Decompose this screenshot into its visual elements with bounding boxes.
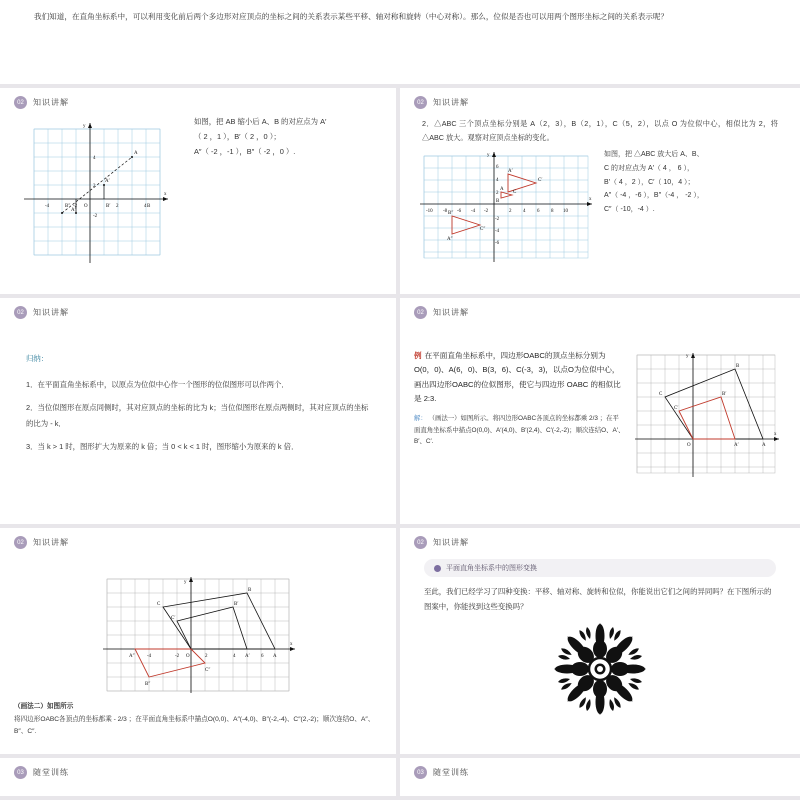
svg-text:4: 4 (93, 156, 96, 161)
slide-practice-2 (400, 758, 800, 800)
svg-text:A: A (762, 443, 766, 448)
svg-text:-8: -8 (443, 209, 448, 215)
header-title: 知识讲解 (433, 538, 469, 547)
slide-header (400, 298, 800, 319)
header-title: 知识讲解 (433, 308, 469, 317)
svg-text:A′: A′ (734, 443, 739, 448)
slide-header (400, 528, 800, 549)
figure-coordinate-plane-4 (0, 549, 396, 695)
svg-text:10: 10 (563, 209, 568, 215)
slide-header (0, 298, 396, 319)
header-title: 知识讲解 (33, 98, 69, 107)
slide-transformations (400, 528, 800, 758)
svg-text:O: O (84, 204, 88, 209)
answer-line: A″（ -4 ，-6 ），B″（-4 ， -2 ）， (604, 192, 704, 200)
svg-text:A′: A′ (508, 169, 513, 175)
header-badge: 02 (14, 536, 27, 549)
svg-text:A″: A″ (129, 654, 135, 659)
solution-text: （画法一）如图所示。将四边形OABC各顶点的坐标都乘 2/3 ；在平面直角坐标系中描点O(0,0)、A′(4,0)、B′(2,4)、C′(-2,-2)；顺次连结O、A′、B′、C′. (414, 414, 625, 446)
svg-text:-10: -10 (426, 209, 433, 215)
header-title: 随堂训练 (33, 768, 69, 777)
summary-item: 1．在平面直角坐标系中，以原点为位似中心作一个图形的位似图形可以作两个． (26, 379, 289, 389)
svg-text:y: y (487, 153, 490, 159)
solution-label: 解： (414, 414, 427, 422)
slide-summary (0, 298, 400, 528)
text-line: （ 2 ，1 ），B′（ 2 ，0 ）； (194, 131, 281, 141)
header-badge: 02 (14, 306, 27, 319)
svg-text:A: A (273, 654, 277, 659)
svg-text:y: y (184, 580, 187, 585)
example-marker: 例 (414, 351, 422, 360)
svg-text:y: y (686, 354, 689, 359)
svg-text:x: x (290, 642, 293, 647)
header-badge: 02 (414, 536, 427, 549)
svg-text:-4: -4 (495, 229, 500, 235)
svg-text:x: x (164, 192, 167, 197)
figure-coordinate-plane-2 (416, 148, 596, 266)
slide-header (400, 758, 800, 779)
svg-text:-2: -2 (175, 654, 180, 659)
svg-text:x: x (589, 197, 592, 203)
svg-text:B: B (147, 204, 151, 209)
method-two-note (0, 695, 396, 739)
summary-item: 2．当位似图形在原点同侧时，其对应顶点的坐标的比为 k；当位似图形在原点两侧时，其对应顶点的坐标的比为 - k． (26, 403, 369, 428)
slide-example (400, 298, 800, 528)
svg-text:B″: B″ (65, 204, 71, 209)
header-title: 知识讲解 (33, 308, 69, 317)
svg-text:B′: B′ (234, 602, 239, 607)
svg-text:x: x (774, 432, 777, 437)
svg-text:6: 6 (261, 654, 264, 659)
slide-knowledge-1 (0, 88, 400, 298)
slide-header (0, 528, 396, 549)
header-title: 知识讲解 (433, 98, 469, 107)
answer-line: C″（ -10，-4 ）. (604, 205, 655, 213)
question-text-2: 2．△ABC 三个顶点坐标分别是 A（2，3），B（2，1），C（5，2），以点 O 为位似中心，相似比为 2，将 △ABC 放大。观察对应顶点坐标的变化。 (422, 119, 778, 142)
svg-text:6: 6 (537, 209, 540, 215)
svg-text:4: 4 (233, 654, 236, 659)
svg-text:A: A (500, 187, 504, 193)
svg-text:-4: -4 (45, 204, 50, 209)
svg-text:8: 8 (551, 209, 554, 215)
example-statement (414, 349, 625, 407)
svg-text:C′: C′ (538, 178, 543, 184)
svg-text:C″: C″ (205, 668, 211, 673)
svg-text:4: 4 (496, 178, 499, 184)
pill-label: 平面直角坐标系中的图形变换 (446, 565, 537, 572)
svg-text:-4: -4 (147, 654, 152, 659)
svg-text:C: C (513, 190, 517, 196)
summary-item: 3．当 k > 1 时，图形扩大为原来的 k 倍；当 0 < k < 1 时，图形缩小为原来的 k 倍． (26, 442, 299, 452)
svg-text:B″: B″ (145, 682, 151, 687)
svg-text:B: B (736, 364, 740, 369)
svg-text:4: 4 (144, 204, 147, 209)
svg-text:A″: A″ (71, 208, 77, 213)
svg-text:B′: B′ (106, 204, 111, 209)
summary-lead: 归纳： (26, 354, 49, 363)
svg-text:4: 4 (523, 209, 526, 215)
header-badge: 02 (414, 306, 427, 319)
svg-text:O: O (186, 654, 190, 659)
header-badge: 02 (14, 96, 27, 109)
pill-dot-icon (434, 565, 441, 572)
svg-text:2: 2 (205, 654, 208, 659)
svg-text:-4: -4 (471, 209, 476, 215)
svg-text:y: y (83, 124, 86, 129)
example-text: 在平面直角坐标系中，四边形OABC的顶点坐标分别为O(0，0)、A(6，0)、B(3，6)、C(-3，3)，以点O为位似中心，画出四边形OABC的位似图形，使它与四边形 OABC 的相似比是 2:3. (414, 351, 621, 404)
svg-text:B′: B′ (722, 392, 727, 397)
svg-text:B: B (248, 588, 252, 593)
section-pill (424, 559, 776, 577)
svg-text:-2: -2 (73, 204, 78, 209)
slide-method-two (0, 528, 400, 758)
svg-text:2: 2 (116, 204, 119, 209)
answer-line: C 的对应点为 A′（ 4 ， 6 ）， (604, 164, 694, 172)
svg-text:A′: A′ (105, 179, 110, 184)
header-badge: 03 (14, 766, 27, 779)
svg-text:A″: A″ (447, 237, 453, 243)
summary-list (0, 319, 396, 455)
header-title: 随堂训练 (433, 768, 469, 777)
explanation-text-1 (194, 115, 380, 265)
solution-block (414, 413, 625, 449)
svg-text:C′: C′ (171, 616, 176, 621)
answer-line: B′（ 4 ，2 ），C′（ 10，4 ）； (604, 178, 695, 186)
mandala-pattern-icon (525, 619, 675, 719)
answer-text-2 (604, 148, 784, 266)
slide-header (0, 758, 396, 779)
method-two-text: 将四边形OABC各顶点的坐标都乘 - 2/3 ；在平面直角坐标系中描点O(0,0)、A″(-4,0)、B″(-2,-4)、C″(2,-2)；顺次连结O、A″、B″、C″. (14, 715, 375, 736)
svg-text:-2: -2 (93, 214, 98, 219)
svg-text:2: 2 (93, 184, 96, 189)
svg-text:B: B (496, 199, 500, 205)
slide-header (400, 88, 800, 109)
answer-line: 如图，把 △ABC 放大后 A、B、 (604, 151, 704, 159)
slide-intro (0, 0, 800, 88)
svg-text:A: A (134, 151, 138, 156)
slide-header (0, 88, 396, 109)
svg-text:C: C (157, 602, 161, 607)
figure-coordinate-plane-3 (631, 349, 786, 479)
svg-text:O: O (687, 443, 691, 448)
text-line: 如图，把 AB 缩小后 A、B 的对应点为 A′ (194, 117, 327, 126)
svg-text:B″: B″ (448, 211, 454, 217)
header-badge: 02 (414, 96, 427, 109)
svg-text:6: 6 (496, 165, 499, 171)
svg-text:A′: A′ (245, 654, 250, 659)
svg-text:2: 2 (509, 209, 512, 215)
svg-text:C′: C′ (674, 406, 679, 411)
figure-coordinate-plane-1 (16, 115, 186, 265)
intro-paragraph: 我们知道，在直角坐标系中，可以利用变化前后两个多边形对应顶点的坐标之间的关系表示某些平移、轴对称和旋转（中心对称）。那么，位似是否也可以用两个图形坐标之间的关系表示呢？ (34, 12, 669, 21)
slide-practice-1 (0, 758, 400, 800)
svg-text:-6: -6 (457, 209, 462, 215)
svg-text:-2: -2 (495, 217, 500, 223)
header-title: 知识讲解 (33, 538, 69, 547)
header-badge: 03 (414, 766, 427, 779)
text-line: A″（ -2 ，-1 ），B″（ -2 ，0 ）. (194, 146, 296, 156)
transformations-paragraph: 至此，我们已经学习了四种变换：平移、轴对称、旋转和位似，你能说出它们之间的异同吗？在下图所示的图案中，你能找到这些变换吗？ (424, 587, 772, 611)
svg-text:-2: -2 (484, 209, 489, 215)
svg-text:2: 2 (496, 191, 499, 197)
svg-text:C: C (659, 392, 663, 397)
slide-knowledge-2 (400, 88, 800, 298)
method-two-label: （画法二）如图所示 (14, 703, 74, 710)
svg-text:-6: -6 (495, 241, 500, 247)
svg-text:C″: C″ (480, 227, 486, 233)
mandala-figure (400, 615, 800, 719)
